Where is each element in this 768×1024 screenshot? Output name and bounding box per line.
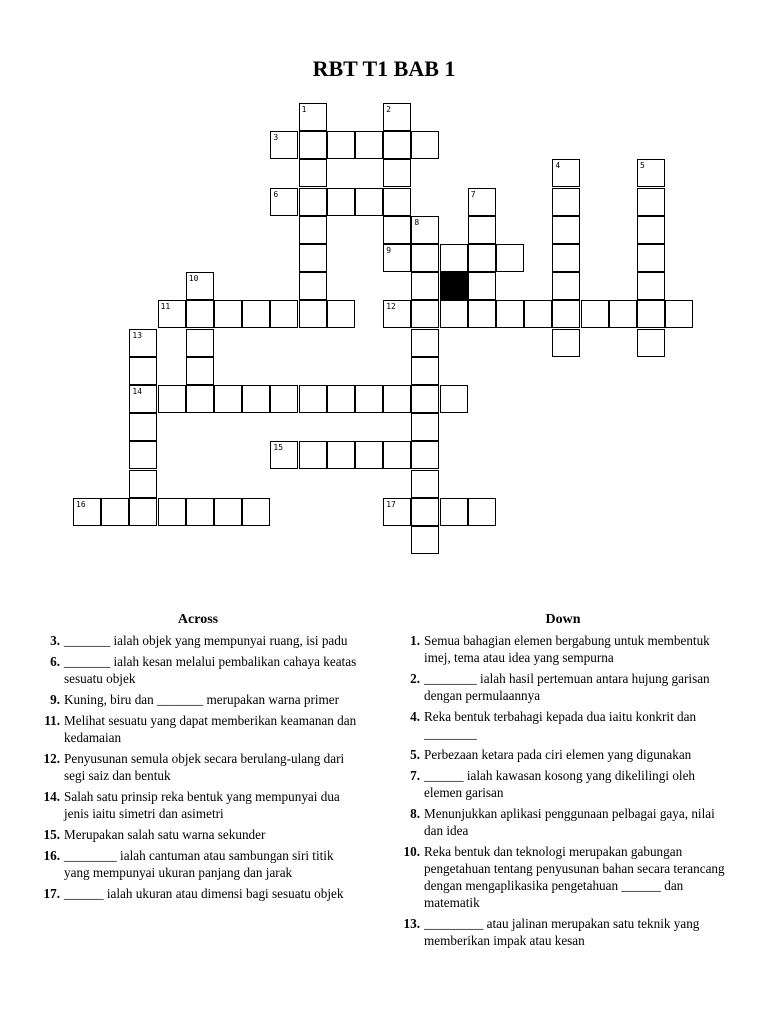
grid-cell[interactable] xyxy=(270,131,298,159)
grid-cell[interactable] xyxy=(609,300,637,328)
across-clue xyxy=(38,691,358,708)
clue-number: 5. xyxy=(410,747,420,762)
cell-number: 17 xyxy=(386,499,396,509)
grid-cell[interactable] xyxy=(496,300,524,328)
grid-cell[interactable] xyxy=(299,131,327,159)
grid-cell[interactable] xyxy=(411,216,439,244)
down-clue xyxy=(398,915,728,949)
clue-text: ______ ialah ukuran atau dimensi bagi sesuatu objek xyxy=(64,886,344,901)
grid-cell[interactable] xyxy=(129,329,157,357)
grid-cell[interactable] xyxy=(129,413,157,441)
grid-cell[interactable] xyxy=(129,385,157,413)
grid-cell[interactable] xyxy=(355,385,383,413)
grid-cell[interactable] xyxy=(468,188,496,216)
across-clue xyxy=(38,847,358,881)
cell-number: 1 xyxy=(301,105,307,114)
down-clue xyxy=(398,632,728,666)
grid-cell[interactable] xyxy=(186,357,214,385)
grid-cell[interactable] xyxy=(327,188,355,216)
clue-number: 6. xyxy=(50,654,60,669)
grid-cell[interactable] xyxy=(552,159,580,187)
across-clue xyxy=(38,826,358,843)
clue-number: 17. xyxy=(43,886,60,901)
grid-cell[interactable] xyxy=(327,441,355,469)
down-clues xyxy=(398,612,728,953)
grid-cell[interactable] xyxy=(129,357,157,385)
cell-number: 7 xyxy=(470,189,476,199)
grid-cell[interactable] xyxy=(158,300,186,328)
clue-number: 15. xyxy=(43,827,60,842)
grid-cell[interactable] xyxy=(299,159,327,187)
clue-text: Salah satu prinsip reka bentuk yang mempunyai dua jenis iaitu simetri dan asimetri xyxy=(64,789,340,821)
down-clue xyxy=(398,843,728,911)
grid-cell[interactable] xyxy=(383,244,411,272)
grid-cell[interactable] xyxy=(299,385,327,413)
grid-cell[interactable] xyxy=(411,470,439,498)
grid-cell[interactable] xyxy=(440,244,468,272)
grid-cell[interactable] xyxy=(411,131,439,159)
grid-cell[interactable] xyxy=(496,244,524,272)
clue-text: _______ ialah kesan melalui pembalikan cahaya keatas sesuatu objek xyxy=(64,654,357,686)
grid-cell[interactable] xyxy=(552,244,580,272)
clue-number: 11. xyxy=(44,713,60,728)
grid-cell[interactable] xyxy=(637,188,665,216)
clue-number: 1. xyxy=(410,633,420,648)
grid-cell[interactable] xyxy=(637,300,665,328)
down-clue xyxy=(398,746,728,763)
clue-number: 13. xyxy=(403,916,420,931)
grid-cell[interactable] xyxy=(383,159,411,187)
grid-cell[interactable] xyxy=(383,441,411,469)
grid-cell[interactable] xyxy=(242,300,270,328)
cell-number: 11 xyxy=(160,302,171,312)
grid-cell[interactable] xyxy=(214,300,242,328)
grid-cell[interactable] xyxy=(552,188,580,216)
grid-cell[interactable] xyxy=(158,385,186,413)
grid-cell[interactable] xyxy=(411,526,439,554)
grid-cell[interactable] xyxy=(355,441,383,469)
grid-cell[interactable] xyxy=(327,385,355,413)
grid-cell[interactable] xyxy=(327,300,355,328)
grid-cell[interactable] xyxy=(468,244,496,272)
across-clue-list xyxy=(38,632,358,902)
down-clue xyxy=(398,708,728,742)
grid-cell[interactable] xyxy=(637,216,665,244)
grid-cell[interactable] xyxy=(299,244,327,272)
grid-cell[interactable] xyxy=(186,272,214,300)
grid-cell[interactable] xyxy=(383,498,411,526)
grid-cell[interactable] xyxy=(270,300,298,328)
clue-text: Menunjukkan aplikasi penggunaan pelbagai gaya, nilai dan idea xyxy=(424,806,715,838)
grid-cell[interactable] xyxy=(411,244,439,272)
cell-number: 2 xyxy=(386,105,392,114)
cell-number: 5 xyxy=(640,161,645,171)
clue-number: 12. xyxy=(43,751,60,766)
clue-text: Penyusunan semula objek secara berulang-ulang dari segi saiz dan bentuk xyxy=(64,751,345,783)
cell-number: 14 xyxy=(132,387,143,396)
down-heading: Down xyxy=(545,612,581,627)
grid-cell[interactable] xyxy=(355,131,383,159)
down-clue xyxy=(398,670,728,704)
grid-cell[interactable] xyxy=(299,103,327,131)
clue-text: ________ ialah hasil pertemuan antara hujung garisan dengan permulaannya xyxy=(424,671,710,703)
across-clue xyxy=(38,712,358,746)
grid-cell[interactable] xyxy=(383,103,411,131)
black-cell xyxy=(440,272,468,300)
grid-cell[interactable] xyxy=(637,329,665,357)
grid-cell[interactable] xyxy=(524,300,552,328)
clue-text: _________ atau jalinan merupakan satu teknik yang memberikan impak atau kesan xyxy=(424,916,700,948)
clue-number: 14. xyxy=(43,789,60,804)
cell-number: 13 xyxy=(132,330,143,340)
grid-cell[interactable] xyxy=(440,498,468,526)
across-clue xyxy=(38,653,358,687)
grid-cell[interactable] xyxy=(468,300,496,328)
grid-cell[interactable] xyxy=(73,498,101,526)
grid-cell[interactable] xyxy=(468,272,496,300)
clue-number: 16. xyxy=(43,848,60,863)
grid-cell[interactable] xyxy=(411,385,439,413)
cell-number: 16 xyxy=(76,499,86,509)
grid-cell[interactable] xyxy=(101,498,129,526)
grid-cell[interactable] xyxy=(186,498,214,526)
grid-cell[interactable] xyxy=(383,216,411,244)
across-clue xyxy=(38,788,358,822)
grid-cell[interactable] xyxy=(299,188,327,216)
clue-text: Melihat sesuatu yang dapat memberikan keamanan dan kedamaian xyxy=(64,713,357,745)
grid-cell[interactable] xyxy=(299,216,327,244)
across-clue xyxy=(38,632,358,649)
grid-cell[interactable] xyxy=(552,300,580,328)
cell-number: 6 xyxy=(273,189,279,199)
grid-cell[interactable] xyxy=(411,357,439,385)
grid-cell[interactable] xyxy=(383,131,411,159)
cell-number: 4 xyxy=(555,161,561,171)
grid-cell[interactable] xyxy=(411,272,439,300)
grid-cell[interactable] xyxy=(440,385,468,413)
clue-number: 4. xyxy=(410,709,420,724)
across-heading: Across xyxy=(177,612,219,627)
clue-text: Semua bahagian elemen bergabung untuk membentuk imej, tema atau idea yang sempurna xyxy=(424,633,710,665)
grid-cell[interactable] xyxy=(270,385,298,413)
grid-cell[interactable] xyxy=(440,300,468,328)
cell-number: 3 xyxy=(273,133,279,143)
cell-number: 12 xyxy=(386,302,396,312)
grid-cell[interactable] xyxy=(186,329,214,357)
clue-text: ______ ialah kawasan kosong yang dikelilingi oleh elemen garisan xyxy=(424,768,696,800)
grid-cell[interactable] xyxy=(552,216,580,244)
clue-text: Merupakan salah satu warna sekunder xyxy=(64,827,266,842)
grid-cell[interactable] xyxy=(383,300,411,328)
cell-number: 8 xyxy=(414,217,420,227)
grid-cell[interactable] xyxy=(186,385,214,413)
down-clue-list xyxy=(398,632,728,949)
cell-number: 9 xyxy=(386,246,392,255)
grid-cell[interactable] xyxy=(411,498,439,526)
clue-number: 9. xyxy=(50,692,60,707)
clue-number: 8. xyxy=(410,806,420,821)
grid-cell[interactable] xyxy=(383,385,411,413)
grid-cell[interactable] xyxy=(129,470,157,498)
grid-cell[interactable] xyxy=(214,498,242,526)
grid-cell[interactable] xyxy=(411,300,439,328)
grid-cell[interactable] xyxy=(158,498,186,526)
grid-cell[interactable] xyxy=(383,188,411,216)
grid-cell[interactable] xyxy=(355,188,383,216)
clue-number: 10. xyxy=(403,844,420,859)
grid-cell[interactable] xyxy=(299,272,327,300)
clue-number: 3. xyxy=(50,633,60,648)
clue-number: 2. xyxy=(410,671,420,686)
grid-cell[interactable] xyxy=(270,188,298,216)
across-clue xyxy=(38,750,358,784)
grid-cell[interactable] xyxy=(411,413,439,441)
grid-cell[interactable] xyxy=(581,300,609,328)
grid-cell[interactable] xyxy=(468,216,496,244)
grid-cell[interactable] xyxy=(242,385,270,413)
grid-cell[interactable] xyxy=(637,244,665,272)
grid-cell[interactable] xyxy=(270,441,298,469)
clue-text: _______ ialah objek yang mempunyai ruang, isi padu xyxy=(64,633,348,648)
grid-cell[interactable] xyxy=(411,329,439,357)
grid-cell[interactable] xyxy=(552,272,580,300)
grid-cell[interactable] xyxy=(214,385,242,413)
cell-number: 15 xyxy=(273,443,284,453)
grid-cell[interactable] xyxy=(411,441,439,469)
grid-cell[interactable] xyxy=(242,498,270,526)
grid-cell[interactable] xyxy=(637,272,665,300)
across-clues xyxy=(38,612,358,906)
cell-number: 10 xyxy=(188,274,199,284)
grid-cell[interactable] xyxy=(299,441,327,469)
grid-cell[interactable] xyxy=(186,300,214,328)
grid-cell[interactable] xyxy=(552,329,580,357)
down-clue xyxy=(398,767,728,801)
across-clue xyxy=(38,885,358,902)
grid-cell[interactable] xyxy=(327,131,355,159)
clue-text: Reka bentuk terbahagi kepada dua iaitu konkrit dan ________ xyxy=(424,709,697,741)
grid-cell[interactable] xyxy=(129,498,157,526)
grid-cell[interactable] xyxy=(637,159,665,187)
clue-text: Perbezaan ketara pada ciri elemen yang digunakan xyxy=(424,747,692,762)
clue-text: Reka bentuk dan teknologi merupakan gabungan pengetahuan tentang penyusunan bahan secara terancang dengan mengaplikasika pengetahuan ______ dan matematik xyxy=(424,844,725,910)
grid-cell[interactable] xyxy=(665,300,693,328)
grid-cell[interactable] xyxy=(129,441,157,469)
down-clue xyxy=(398,805,728,839)
clue-text: Kuning, biru dan _______ merupakan warna primer xyxy=(64,692,340,707)
puzzle-title: RBT T1 BAB 1 xyxy=(312,56,456,81)
grid-cell[interactable] xyxy=(299,300,327,328)
clue-number: 7. xyxy=(410,768,420,783)
grid-cell[interactable] xyxy=(468,498,496,526)
clue-text: ________ ialah cantuman atau sambungan siri titik yang mempunyai ukuran panjang dan jarak xyxy=(64,848,334,880)
